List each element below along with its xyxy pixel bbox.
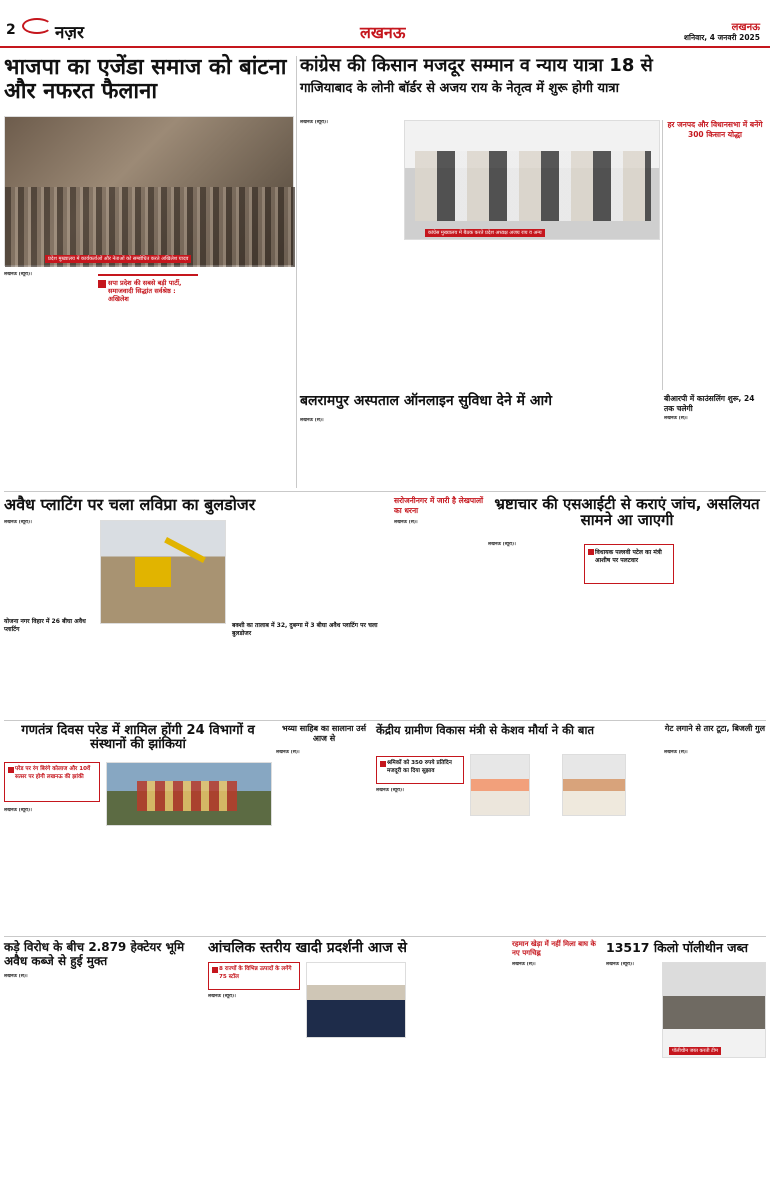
headline: भाजपा का एजेंडा समाज को बांटना और नफरत फैलाना: [4, 55, 287, 104]
official-photo: [306, 962, 406, 1038]
story-body-col3: [192, 830, 272, 934]
headline: रहमान खेड़ा में नहीं मिला बाघ के नए पगचिह्न: [512, 940, 596, 957]
sidebox: [376, 756, 464, 784]
dateline: लखनऊ (ब्यूरो)।: [208, 994, 236, 999]
story-body-col4: [4, 634, 94, 716]
story-body-col1: [4, 808, 100, 934]
story-balrampur: [300, 394, 658, 488]
masthead-date: शनिवार, 4 जनवरी 2025: [683, 33, 760, 42]
dateline: लखनऊ (सं)।: [664, 416, 688, 421]
story-body-col1: [4, 520, 94, 616]
sidebox-arrow-icon: [98, 280, 106, 288]
sidebox: [4, 762, 100, 802]
story-body: [276, 750, 372, 934]
story-urs: [276, 724, 372, 934]
story-body: [512, 962, 602, 1176]
masthead-city: लखनऊ: [731, 22, 760, 33]
headline: भय्या साहिब का सालाना उर्स आज से: [282, 724, 366, 743]
seizure-photo: [662, 962, 766, 1058]
dateline: लखनऊ (ब्यूरो)।: [376, 788, 404, 793]
dateline: लखनऊ (सं)।: [664, 750, 688, 755]
bulldozer-body: [135, 557, 171, 587]
story-body-col2: [232, 520, 308, 616]
story-body-col2: [584, 590, 674, 716]
story-body-col2: [306, 1042, 406, 1176]
story-body-col2: [106, 974, 204, 1176]
headline: भ्रष्टाचार की एसआईटी से कराएं जांच, असलियत सामने आ जाएगी: [494, 495, 760, 530]
story-body-col2: [606, 1062, 684, 1176]
masthead: [0, 0, 770, 52]
headline: 13517 किलो पॉलीथीन जब्त: [606, 940, 748, 955]
story-body-col4: [576, 246, 660, 396]
tableau-photo: [106, 762, 272, 826]
headline: गणतंत्र दिवस परेड में शामिल होंगी 24 विभागों व संस्थानों की झांकियां: [21, 723, 255, 753]
row-rule: [4, 936, 766, 937]
story-body-col3: [412, 962, 508, 1176]
story-polythene: [606, 940, 766, 1176]
headline: सरोजनीनगर में जारी है लेखपालों का धरना: [394, 496, 484, 515]
page-number: 2: [6, 22, 16, 38]
sidebox-text: विधायक पल्लवी पटेल का मंत्री आशीष पर पलटवार: [595, 549, 662, 564]
dateline: लखनऊ (ब्यूरो)।: [300, 120, 328, 125]
photo-caption: प्रदेश मुख्यालय में कार्यकर्ताओं और नेताओं को सम्बोधित करते अखिलेश यादव: [45, 255, 191, 263]
dateline: लखनऊ (सं)।: [512, 962, 536, 967]
story-body-col1: [488, 542, 578, 600]
subhead-1: योजना नगर विहार में 26 बीघा अवैध प्लाटिंग: [4, 618, 86, 633]
row-rule: [4, 491, 766, 492]
story-body-col5: [100, 630, 226, 716]
headline: कांग्रेस की किसान मजदूर सम्मान व न्याय यात्रा 18 से: [300, 55, 653, 76]
sidebox-text: श्रमिकों को 350 रुपये प्रतिदिन मजदूरी का दिया सुझाव: [387, 760, 452, 774]
story-body-col3: [490, 246, 570, 396]
story-body: [664, 164, 766, 390]
portrait-minister: [470, 754, 530, 816]
story-body-col2: [404, 246, 484, 396]
headline: आंचलिक स्तरीय खादी प्रदर्शनी आज से: [208, 940, 407, 956]
logo-swoosh-icon: [22, 18, 52, 34]
story-body-col3: [566, 820, 658, 934]
sidebox-arrow-icon: [212, 967, 218, 973]
story-bijli-gul: [664, 724, 766, 934]
story-body-col3: [314, 520, 390, 616]
story-republic-day: [4, 724, 272, 934]
subhead-2: बक्शी का तालाब में 32, दुबग्गा में 3 बीघा अवैध प्लाटिंग पर चला बुलडोजर: [232, 622, 378, 637]
sidebox-text: सपा प्रदेश की सबसे बड़ी पार्टी, समाजवादी सिद्धांत सर्वश्रेष्ठ : अखिलेश: [108, 279, 182, 303]
headline: अवैध प्लाटिंग पर चला लविप्रा का बुलडोजर: [4, 495, 256, 514]
dateline: लखनऊ (ब्यूरो)।: [4, 520, 32, 525]
people-row: [415, 151, 651, 221]
sidebox-text: 8 राज्यों के विभिन्न उत्पादों के लगेंगे 75 स्टॉल: [219, 966, 292, 980]
dateline: लखनऊ (सं)।: [300, 418, 324, 423]
section-label: लखनऊ: [360, 23, 406, 42]
story-body-col1: [4, 272, 92, 486]
story-body: [300, 418, 658, 488]
dateline: लखनऊ (सं)।: [394, 520, 418, 525]
sidebox-text: परेड पर रंग बिरंगे कोलाज और 10वें सत्सर पर होगी लखनऊ की झांकी: [15, 766, 91, 780]
story-body-col3: [688, 1062, 766, 1176]
paper-name: नज़र: [55, 23, 85, 43]
bulldozer-photo: [100, 520, 226, 624]
story-body-col3: [488, 604, 578, 716]
portrait-deputy-cm: [562, 754, 626, 816]
story-kisan-yoddha: [664, 120, 766, 390]
story-bhrashtachar-sit: [488, 496, 766, 716]
dateline: लखनऊ (ब्यूरो)।: [4, 272, 32, 277]
story-body: [394, 520, 484, 716]
story-bulldozer: [4, 496, 390, 716]
story-brp-counselling: [664, 394, 766, 488]
meeting-photo: [404, 120, 660, 240]
headline: केंद्रीय ग्रामीण विकास मंत्री से केशव मौर्या ने की बात: [376, 723, 595, 737]
subheadline: गाजियाबाद के लोनी बॉर्डर से अजय राय के नेतृत्व में शुरू होगी यात्रा: [300, 81, 619, 96]
story-body-col2: [98, 318, 194, 486]
photo-caption: कांग्रेस मुख्यालय में बैठक करते प्रदेश अध्यक्ष अजय राय व अन्य: [425, 229, 545, 237]
dateline: लखनऊ (सं)।: [276, 750, 300, 755]
dateline: लखनऊ (ब्यूरो)।: [488, 542, 516, 547]
headline: कड़े विरोध के बीच 2.879 हेक्टेयर भूमि अवैध कब्जे से हुई मुक्त: [4, 940, 185, 968]
tableau-float: [137, 781, 237, 811]
story-body-col1: [4, 974, 100, 1176]
story-body-col2: [470, 820, 560, 934]
sidebox: [208, 962, 300, 990]
masthead-rule: [0, 46, 770, 48]
sidebox-arrow-icon: [588, 549, 594, 555]
sidebox: [584, 544, 674, 584]
story-khadi-pradarshani: [208, 940, 508, 1176]
headline: हर जनपद और विधानसभा में बनेंगे 300 किसान योद्धा: [667, 120, 763, 139]
col-rule: [662, 120, 663, 390]
story-body-col1: [300, 120, 398, 390]
story-body-col1: [376, 788, 464, 934]
story-bjp-agenda: [4, 56, 294, 488]
story-tiger-pugmark: [512, 940, 602, 1176]
rally-photo: [4, 116, 294, 266]
headline: बीआरपी में काउंसलिंग शुरू, 24 तक चलेगी: [664, 394, 755, 413]
story-body-col3: [200, 272, 294, 486]
row-rule: [4, 720, 766, 721]
photo-caption: पॉलीथीन जब्त करती टीम: [669, 1047, 721, 1055]
headline: गेट लगाने से तार टूटा, बिजली गुल: [664, 724, 766, 733]
col-rule: [296, 56, 297, 488]
sidebox-arrow-icon: [380, 761, 386, 767]
dateline: लखनऊ (सं)।: [4, 974, 28, 979]
headline: बलरामपुर अस्पताल ऑनलाइन सुविधा देने में आगे: [300, 393, 553, 409]
dateline: लखनऊ (ब्यूरो)।: [606, 962, 634, 967]
story-lekhpal-dharna: [394, 496, 484, 716]
story-body-col6: [232, 644, 390, 716]
story-body-col1: [208, 994, 300, 1176]
story-body-col2: [106, 830, 186, 934]
story-body: [664, 416, 766, 488]
sidebox-arrow-icon: [8, 767, 14, 773]
story-body-col1: [606, 962, 658, 1058]
dateline: लखनऊ (ब्यूरो)।: [4, 808, 32, 813]
story-keshav-maurya: [376, 724, 658, 934]
story-avaidh-kabja: [4, 940, 204, 1176]
sidebox: [98, 274, 198, 314]
story-body: [664, 750, 766, 934]
story-body-col4: [680, 542, 766, 716]
